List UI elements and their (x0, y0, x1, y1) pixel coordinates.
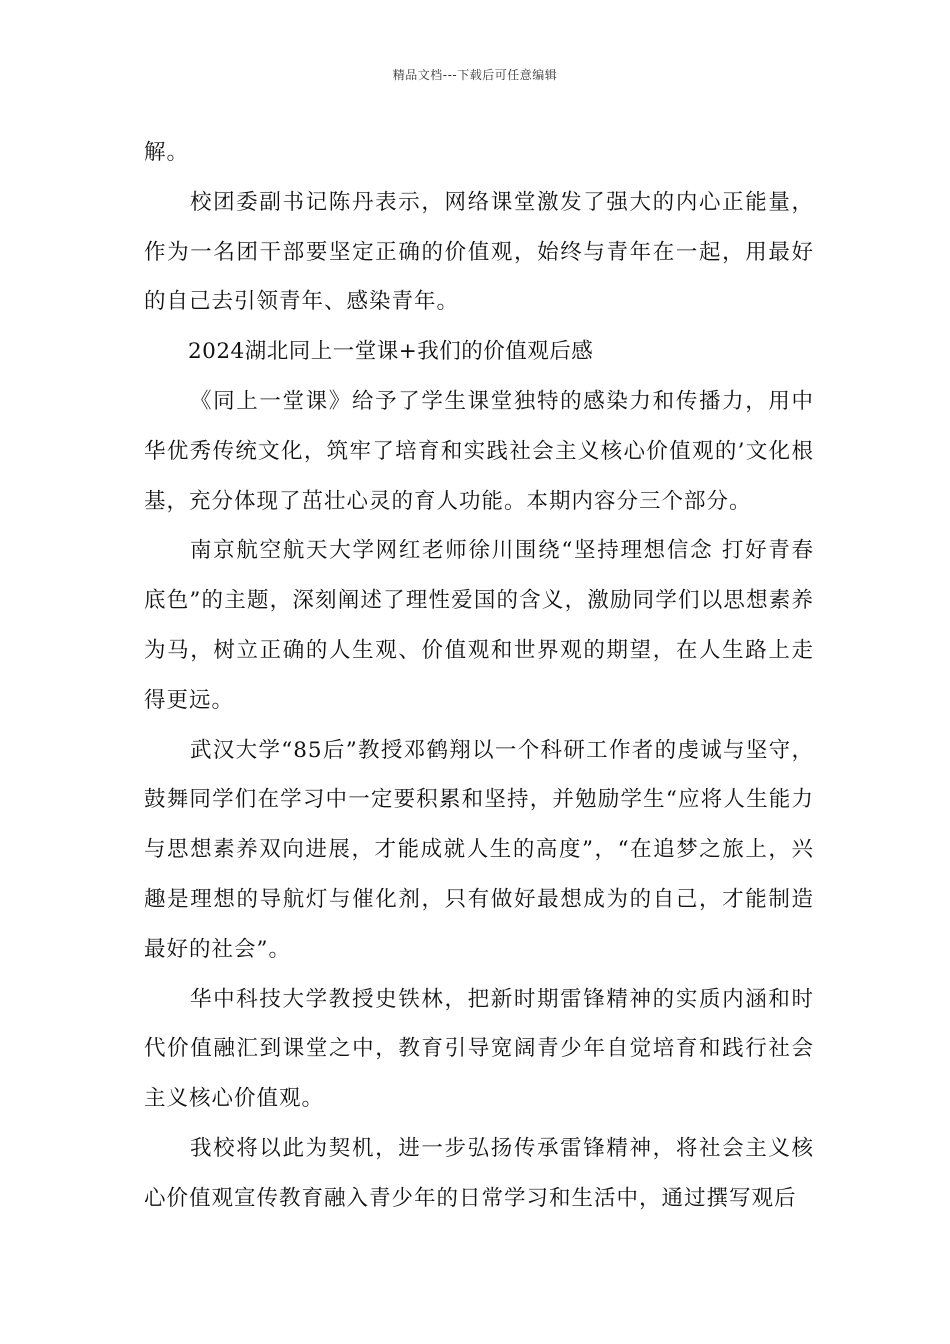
paragraph-chen-dan: 校团委副书记陈丹表示，网络课堂激发了强大的内心正能量，作为一名团干部要坚定正确的价值观，始终与青年在一起，用最好的自己去引领青年、感染青年。 (144, 189, 814, 315)
document-body (144, 128, 814, 1224)
paragraph-continuation: 解。 (144, 140, 190, 165)
page-header: 精品文档---下载后可任意编辑 (392, 68, 558, 82)
section-title: 2024湖北同上一堂课+我们的价值观后感 (188, 339, 594, 365)
paragraph-intro: 《同上一堂课》给予了学生课堂独特的感染力和传播力，用中华优秀传统文化，筑牢了培育和实践社会主义核心价值观的’文化根基，充分体现了茁壮心灵的育人功能。本期内容分三个部分。 (144, 388, 814, 514)
paragraph-shi-tielin: 华中科技大学教授史铁林，把新时期雷锋精神的实质内涵和时代价值融汇到课堂之中，教育引导宽阔青少年自觉培育和践行社会主义核心价值观。 (144, 986, 814, 1112)
paragraph-deng-hexiang: 武汉大学“85后”教授邓鹤翔以一个科研工作者的虔诚与坚守，鼓舞同学们在学习中一定要积累和坚持，并勉励学生“应将人生能力与思想素养双向进展，才能成就人生的高度”，“在追梦之旅上，兴趣是理想的导航灯与催化剂，只有做好最想成为的自己，才能制造最好的社会”。 (144, 737, 814, 962)
paragraph-school-plan: 我校将以此为契机，进一步弘扬传承雷锋精神，将社会主义核心价值观宣传教育融入青少年的日常学习和生活中，通过撰写观后 (144, 1135, 814, 1211)
paragraph-xu-chuan: 南京航空航天大学网红老师徐川围绕“坚持理想信念 打好青春底色”的主题，深刻阐述了理性爱国的含义，激励同学们以思想素养为马，树立正确的人生观、价值观和世界观的期望，在人生路上走得更远。 (144, 538, 814, 713)
